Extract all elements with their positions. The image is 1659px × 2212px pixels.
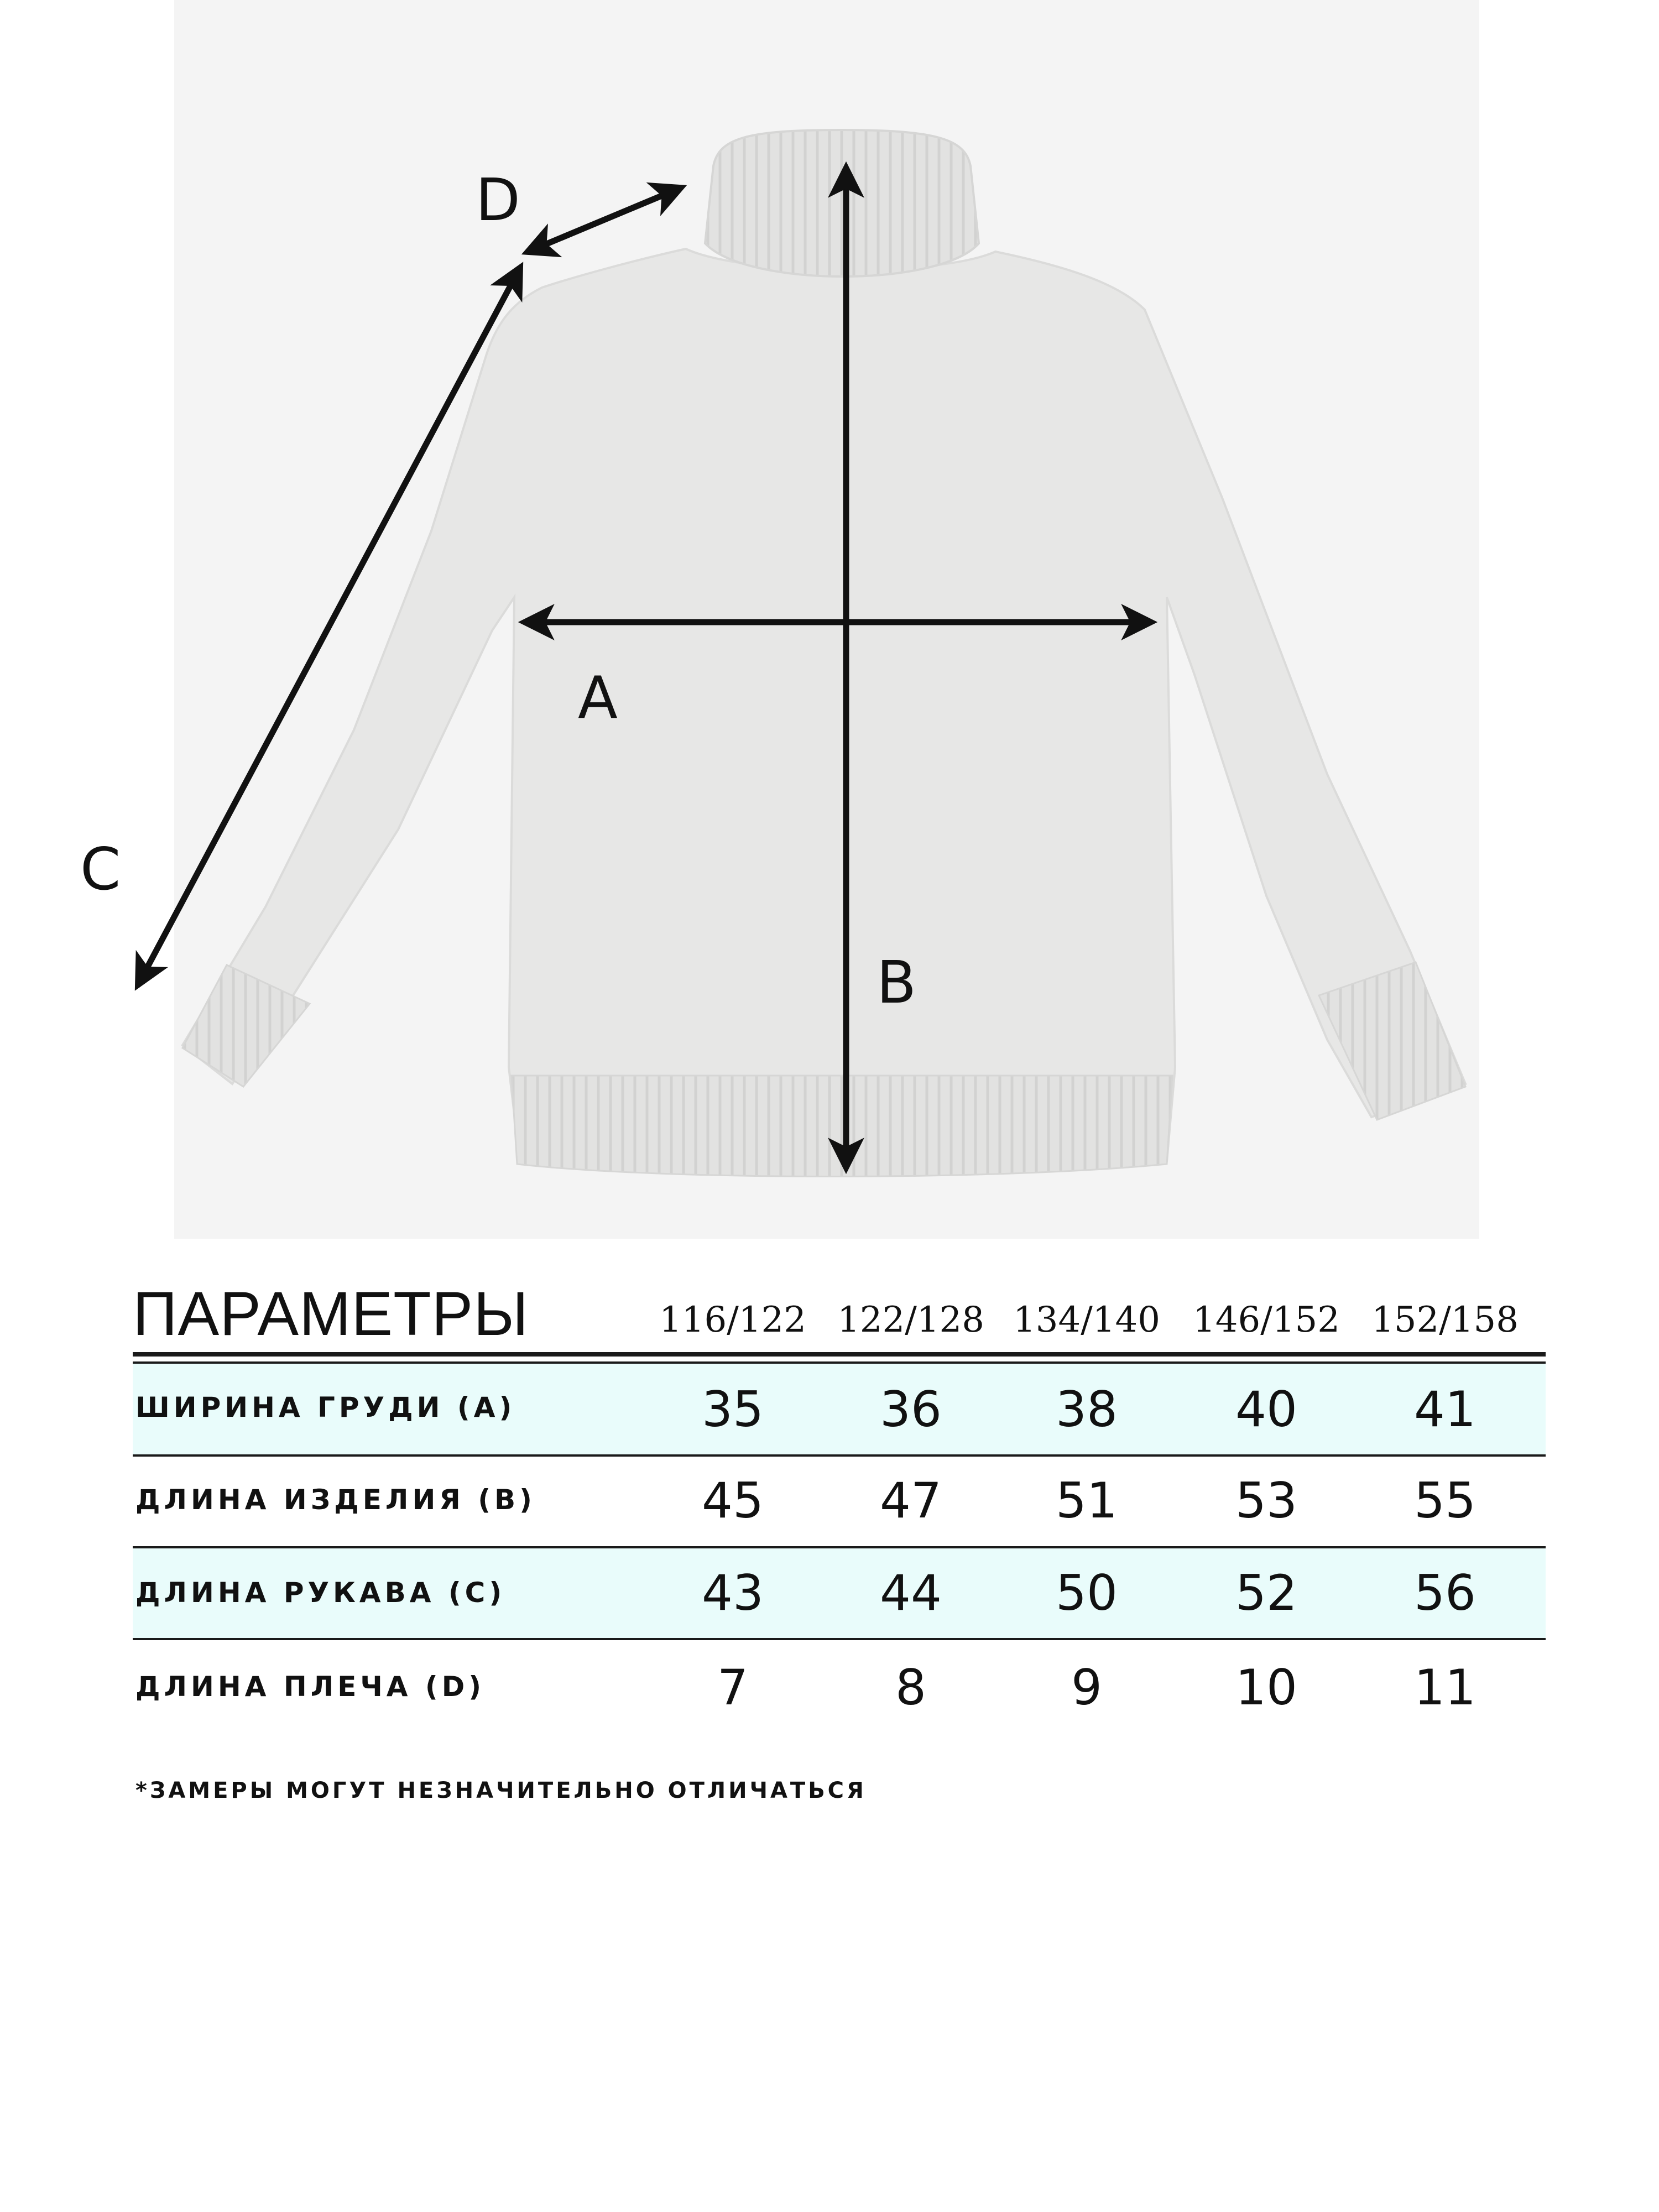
table-cell: 53 <box>1235 1472 1297 1529</box>
row-divider <box>133 1546 1546 1548</box>
row-divider <box>133 1454 1546 1457</box>
label-d: D <box>476 166 520 234</box>
table-cell: 36 <box>880 1381 942 1438</box>
sweater-illustration <box>182 130 1465 1177</box>
sweater-body <box>182 249 1465 1174</box>
row-label: ДЛИНА РУКАВА (С) <box>135 1577 506 1609</box>
table-cell: 8 <box>895 1659 926 1716</box>
size-header: 122/128 <box>837 1300 984 1340</box>
table-title: ПАРАМЕТРЫ <box>133 1279 529 1348</box>
row-divider <box>133 1638 1546 1640</box>
turtleneck-collar <box>705 130 979 276</box>
table-cell: 51 <box>1056 1472 1118 1529</box>
table-cell: 41 <box>1414 1381 1476 1438</box>
row-label: ДЛИНА ПЛЕЧА (D) <box>135 1671 486 1703</box>
table-cell: 56 <box>1414 1564 1476 1621</box>
footnote: *ЗАМЕРЫ МОГУТ НЕЗНАЧИТЕЛЬНО ОТЛИЧАТЬСЯ <box>135 1778 867 1803</box>
label-a: A <box>578 664 618 732</box>
table-cell: 7 <box>717 1659 748 1716</box>
hem-rib <box>512 1076 1172 1177</box>
arrow-d-shoulder-length <box>528 188 680 252</box>
table-cell: 50 <box>1056 1564 1118 1621</box>
table-cell: 38 <box>1056 1381 1118 1438</box>
table-cell: 52 <box>1235 1564 1297 1621</box>
table-cell: 43 <box>702 1564 764 1621</box>
table-cell: 10 <box>1235 1659 1297 1716</box>
table-cell: 9 <box>1071 1659 1102 1716</box>
table-cell: 45 <box>702 1472 764 1529</box>
size-header: 152/158 <box>1371 1300 1519 1340</box>
table-cell: 55 <box>1414 1472 1476 1529</box>
table-cell: 35 <box>702 1381 764 1438</box>
label-b: B <box>877 949 917 1016</box>
size-header: 146/152 <box>1193 1300 1340 1340</box>
row-label: ДЛИНА ИЗДЕЛИЯ (В) <box>135 1484 536 1516</box>
label-c: C <box>80 836 121 903</box>
table-cell: 47 <box>880 1472 942 1529</box>
header-rule <box>133 1352 1546 1357</box>
row-label: ШИРИНА ГРУДИ (А) <box>135 1391 516 1423</box>
table-cell: 44 <box>880 1564 942 1621</box>
size-header: 116/122 <box>659 1300 806 1340</box>
table-cell: 11 <box>1414 1659 1476 1716</box>
size-header: 134/140 <box>1013 1300 1160 1340</box>
table-cell: 40 <box>1235 1381 1297 1438</box>
